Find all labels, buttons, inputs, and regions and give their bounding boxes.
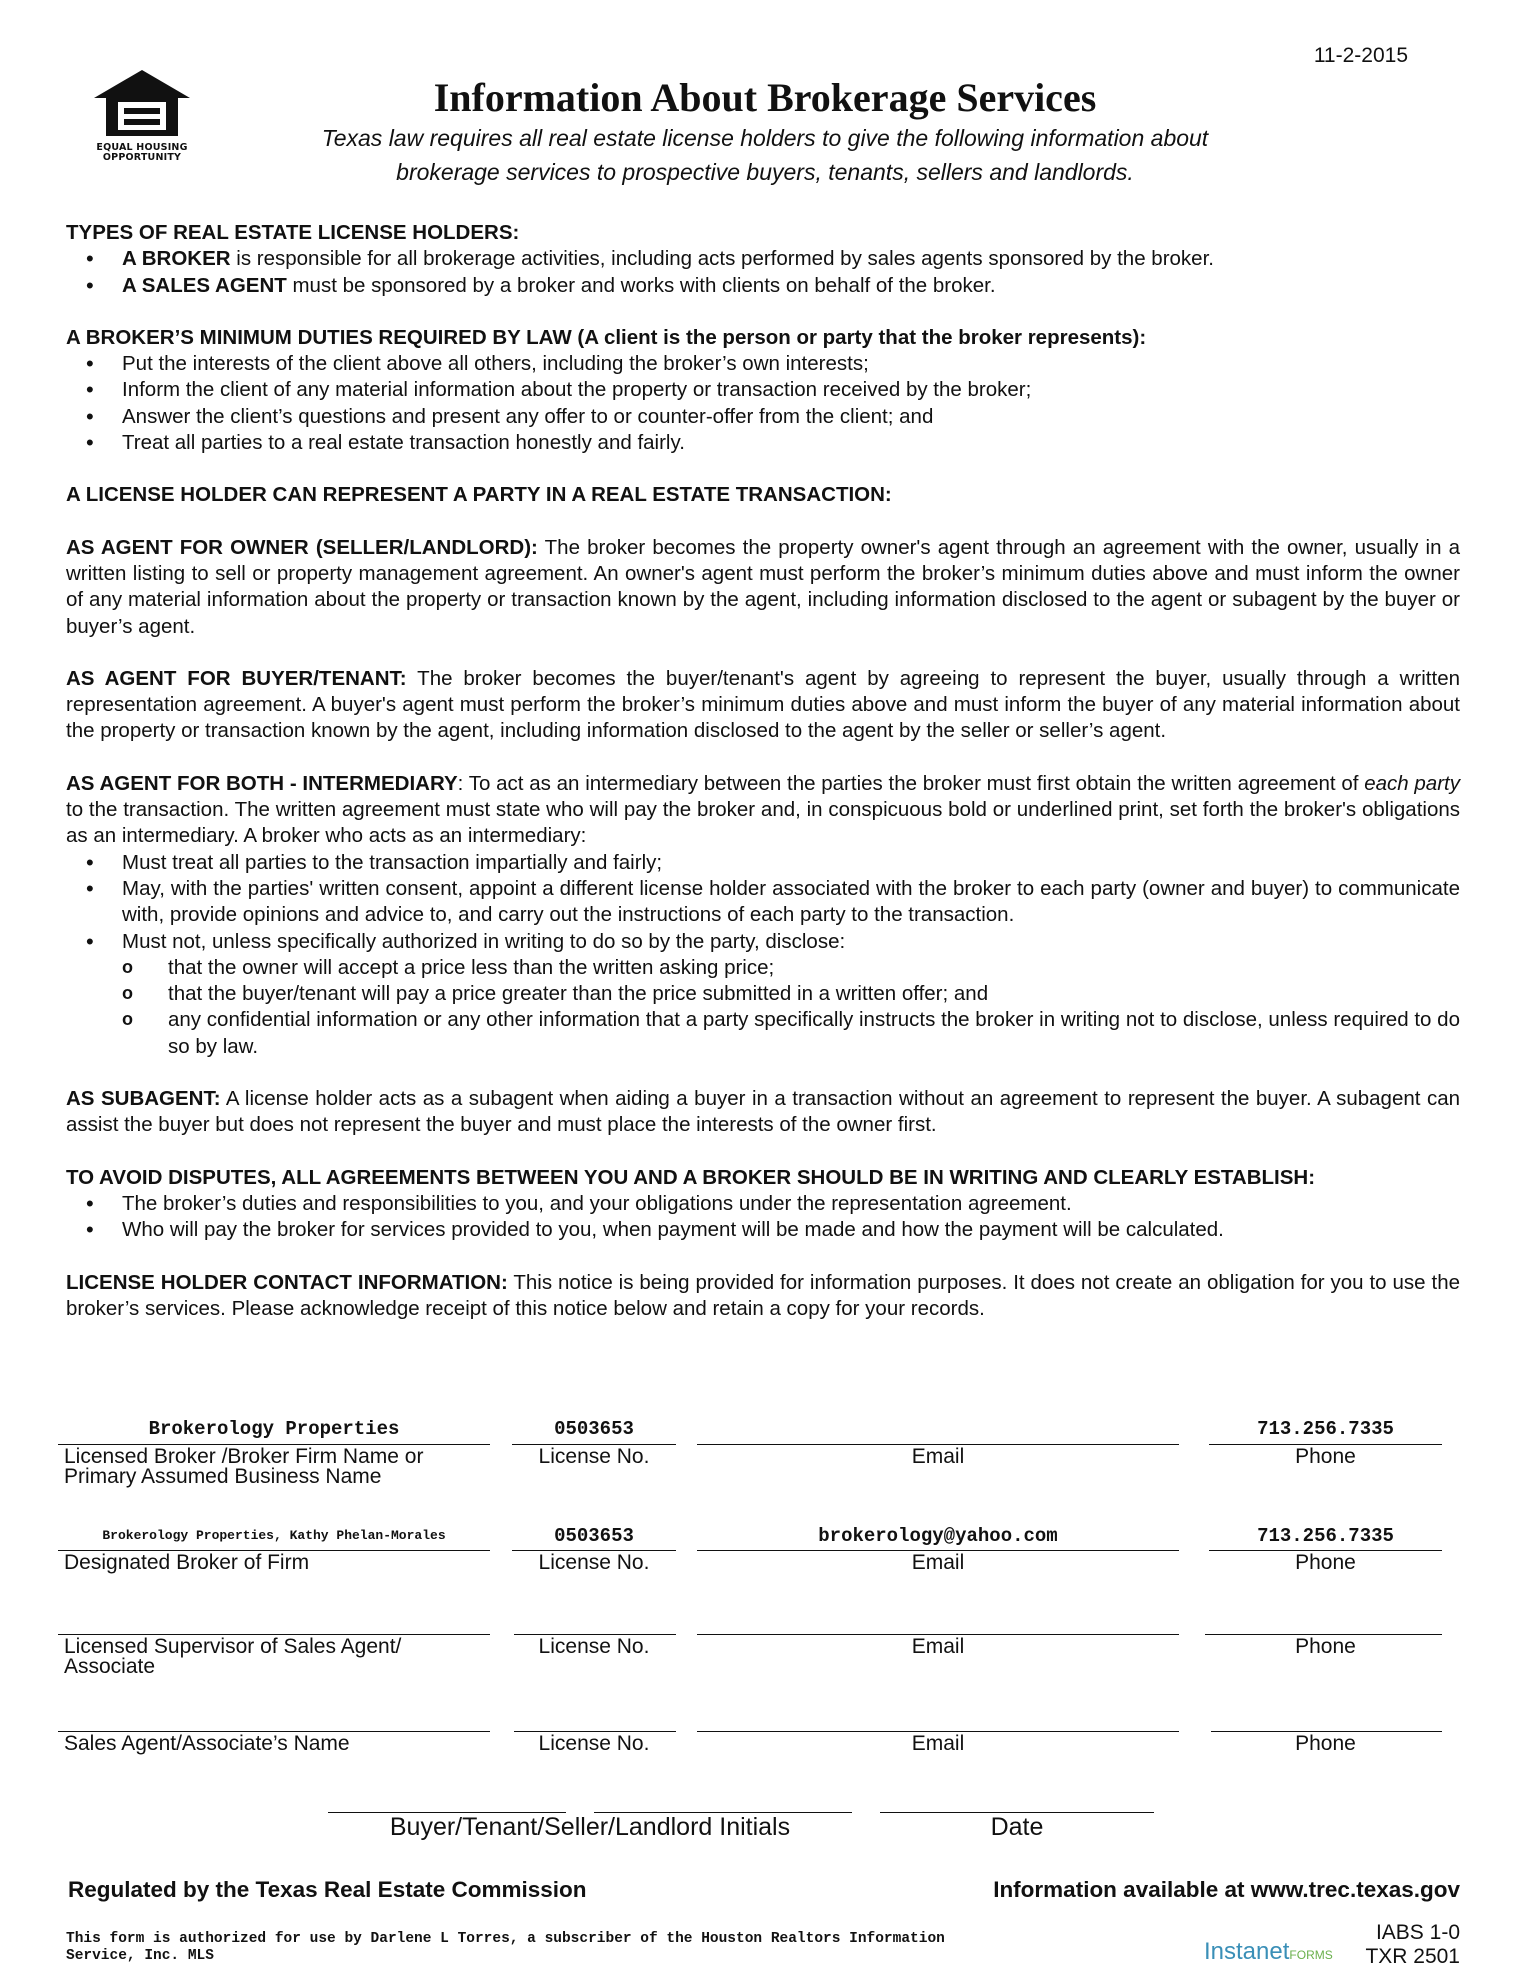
broker-firm-name-field[interactable]: Brokerology Properties bbox=[148, 1418, 400, 1440]
intermediary-paragraph: AS AGENT FOR BOTH - INTERMEDIARY: To act as an intermediary between the parties the broker must first obtain the written agreement of each party to the transaction. The written agreement must state who will pay the broker and, in conspicuous bold or underlined print, set forth the broker's obligations as an intermediary. A broker who acts as an intermediary: bbox=[66, 771, 1460, 848]
owner-paragraph: AS AGENT FOR OWNER (SELLER/LANDLORD): The broker becomes the property owner's agent through an agreement with the owner, usually in a written listing to sell or property management agreement. An owner's agent must perform the broker’s minimum duties above and must inform the owner of any material information about the property or transaction known by the agent, including information disclosed to the agent or subagent by the buyer or buyer’s agent. bbox=[66, 535, 1461, 638]
supervisor-license-label: License No. bbox=[538, 1635, 650, 1658]
form-date: 11-2-2015 bbox=[1313, 44, 1408, 67]
subagent-paragraph: AS SUBAGENT: A license holder acts as a subagent when aiding a buyer in a transaction without an agreement to represent the buyer. A subagent can assist the buyer but does not represent the buyer and must place the interests of the owner first. bbox=[66, 1087, 1460, 1137]
page-title: Information About Brokerage Services bbox=[433, 75, 1097, 120]
broker-license-field[interactable]: 0503653 bbox=[554, 1418, 634, 1440]
regulated-by: Regulated by the Texas Real Estate Commission bbox=[68, 1877, 587, 1902]
sub-list-item: o that the buyer/tenant will pay a price greater than the price submitted in a written offer; and bbox=[66, 981, 1460, 1007]
date-label: Date bbox=[990, 1813, 1044, 1841]
contact-paragraph: LICENSE HOLDER CONTACT INFORMATION: This notice is being provided for information purposes. It does not create an obligation for you to use the broker’s services. Please acknowledge receipt of this notice below and retain a copy for your records. bbox=[66, 1270, 1460, 1320]
list-item: • A SALES AGENT must be sponsored by a broker and works with clients on behalf of the broker. bbox=[66, 273, 1460, 299]
list-item: • Must not, unless specifically authorized in writing to do so by the party, disclose: bbox=[66, 929, 1460, 955]
broker-phone-label: Phone bbox=[1295, 1445, 1356, 1468]
info-available: Information available at www.trec.texas.gov bbox=[993, 1877, 1460, 1902]
intermediary-list bbox=[66, 850, 1460, 955]
broker-firm-name-label: Licensed Broker /Broker Firm Name or Primary Assumed Business Name bbox=[64, 1445, 424, 1488]
list-item: • Treat all parties to a real estate transaction honestly and fairly. bbox=[66, 430, 1460, 456]
list-item: • The broker’s duties and responsibilities to you, and your obligations under the representation agreement. bbox=[66, 1191, 1460, 1217]
form-code-1: IABS 1-0 bbox=[1375, 1921, 1460, 1944]
sub-list-item: o that the owner will accept a price less than the written asking price; bbox=[66, 955, 1460, 981]
intermediary-sublist bbox=[66, 955, 1460, 1060]
list-item: • May, with the parties' written consent, appoint a different license holder associated with the broker to each party (owner and buyer) to communicate with, provide opinions and advice to, and carry out the instructions of each party to the transaction. bbox=[66, 876, 1460, 929]
logo-caption-line1: EQUAL HOUSING bbox=[96, 142, 188, 153]
disputes-list bbox=[66, 1191, 1460, 1244]
instanet-forms-logo: InstanetFORMS bbox=[1204, 1938, 1333, 1965]
duties-list bbox=[66, 351, 1460, 456]
authorized-notice: This form is authorized for use by Darlene L Torres, a subscriber of the Houston Realtors Information Service, Inc. MLS bbox=[66, 1931, 945, 1964]
buyer-heading: AS AGENT FOR BUYER/TENANT: bbox=[66, 666, 407, 690]
subtitle-line1: Texas law requires all real estate license holders to give the following information about bbox=[321, 125, 1209, 151]
contact-heading: LICENSE HOLDER CONTACT INFORMATION: bbox=[66, 1270, 508, 1294]
designated-broker-email-field[interactable]: brokerology@yahoo.com bbox=[818, 1525, 1058, 1547]
disputes-heading: TO AVOID DISPUTES, ALL AGREEMENTS BETWEEN YOU AND A BROKER SHOULD BE IN WRITING AND CLEARLY ESTABLISH: bbox=[66, 1165, 1316, 1189]
buyer-paragraph: AS AGENT FOR BUYER/TENANT: The broker becomes the buyer/tenant's agent by agreeing to represent the buyer, usually through a written representation agreement. A buyer's agent must perform the broker’s minimum duties above and must inform the buyer of any material information about the property or transaction known by the agent, including information disclosed to the agent by the seller or seller’s agent. bbox=[66, 666, 1461, 743]
sales-agent-email-label: Email bbox=[911, 1732, 965, 1755]
designated-broker-license-label: License No. bbox=[538, 1551, 650, 1574]
duties-heading: A BROKER’S MINIMUM DUTIES REQUIRED BY LAW (A client is the person or party that the broker represents): bbox=[66, 325, 1147, 349]
page-subtitle bbox=[260, 121, 1270, 189]
sales-agent-license-label: License No. bbox=[538, 1732, 650, 1755]
broker-license-label: License No. bbox=[538, 1445, 650, 1468]
form-codes bbox=[1365, 1921, 1460, 1969]
broker-email-label: Email bbox=[911, 1445, 965, 1468]
list-item: • Answer the client’s questions and present any offer to or counter-offer from the client; and bbox=[66, 404, 1460, 430]
form-code-2: TXR 2501 bbox=[1365, 1945, 1460, 1968]
designated-broker-label: Designated Broker of Firm bbox=[64, 1551, 310, 1574]
designated-broker-license-field[interactable]: 0503653 bbox=[554, 1525, 634, 1547]
list-item: • Who will pay the broker for services provided to you, when payment will be made and how the payment will be calculated. bbox=[66, 1217, 1460, 1243]
types-list bbox=[66, 246, 1460, 299]
designated-broker-phone-field[interactable]: 713.256.7335 bbox=[1257, 1525, 1394, 1547]
list-item: • A BROKER is responsible for all brokerage activities, including acts performed by sales agents sponsored by the broker. bbox=[66, 246, 1460, 272]
initials-label: Buyer/Tenant/Seller/Landlord Initials bbox=[389, 1813, 791, 1841]
sub-list-item: o any confidential information or any other information that a party specifically instructs the broker in writing not to disclose, unless required to do so by law. bbox=[66, 1007, 1460, 1060]
list-item: • Inform the client of any material information about the property or transaction received by the broker; bbox=[66, 377, 1460, 403]
designated-broker-name-field[interactable]: Brokerology Properties, Kathy Phelan-Morales bbox=[102, 1528, 446, 1543]
supervisor-phone-label: Phone bbox=[1295, 1635, 1356, 1658]
designated-broker-phone-label: Phone bbox=[1295, 1551, 1356, 1574]
list-item: • Put the interests of the client above all others, including the broker’s own interests; bbox=[66, 351, 1460, 377]
sales-agent-phone-label: Phone bbox=[1295, 1732, 1356, 1755]
broker-phone-field[interactable]: 713.256.7335 bbox=[1257, 1418, 1394, 1440]
sales-agent-label: Sales Agent/Associate’s Name bbox=[64, 1732, 350, 1755]
represent-heading: A LICENSE HOLDER CAN REPRESENT A PARTY IN A REAL ESTATE TRANSACTION: bbox=[66, 483, 892, 507]
list-item: • Must treat all parties to the transaction impartially and fairly; bbox=[66, 850, 1460, 876]
subagent-heading: AS SUBAGENT: bbox=[66, 1087, 221, 1111]
subtitle-line2: brokerage services to prospective buyers, tenants, sellers and landlords. bbox=[396, 159, 1134, 185]
supervisor-email-label: Email bbox=[911, 1635, 965, 1658]
intermediary-heading: AS AGENT FOR BOTH - INTERMEDIARY bbox=[66, 771, 458, 795]
supervisor-label: Licensed Supervisor of Sales Agent/ Associate bbox=[64, 1635, 402, 1678]
document-body bbox=[66, 220, 1460, 1322]
types-heading: TYPES OF REAL ESTATE LICENSE HOLDERS: bbox=[66, 221, 520, 244]
owner-heading: AS AGENT FOR OWNER (SELLER/LANDLORD): bbox=[66, 535, 538, 559]
logo-caption-line2: OPPORTUNITY bbox=[102, 152, 182, 163]
designated-broker-email-label: Email bbox=[911, 1551, 965, 1574]
